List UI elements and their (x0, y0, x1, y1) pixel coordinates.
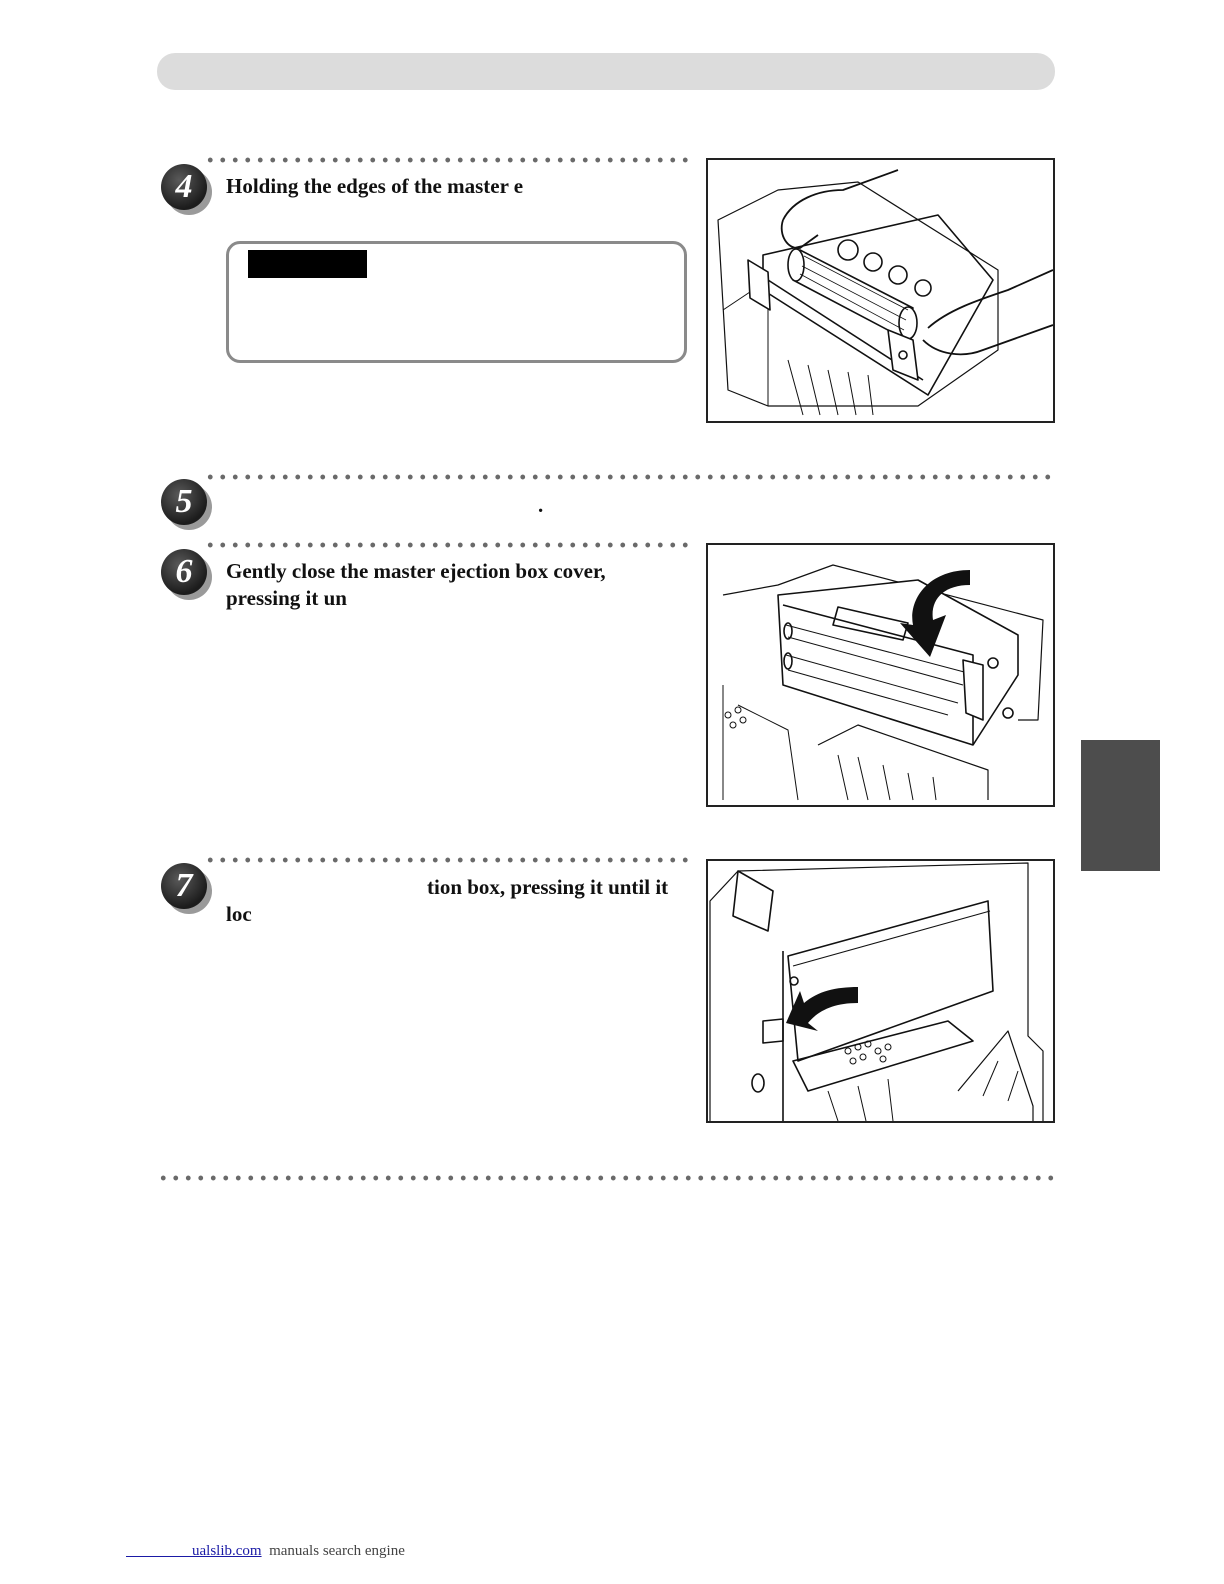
step-7-number: 7 (161, 863, 207, 909)
step-4-number: 4 (161, 164, 207, 210)
step-5-number: 5 (161, 479, 207, 525)
dotted-divider (204, 474, 1056, 480)
figure-step-4 (706, 158, 1055, 423)
dotted-divider (157, 1175, 1056, 1181)
step-7-text-line-2: loc (226, 902, 252, 926)
step-5-text: . (538, 493, 544, 517)
step-7-text-line-1: tion box, pressing it until it (427, 875, 669, 899)
dotted-divider (204, 542, 688, 548)
figure-step-7 (706, 859, 1055, 1123)
header-bar (157, 53, 1055, 90)
section-tab (1081, 740, 1160, 871)
closing-ejection-box-cover-illustration (708, 545, 1053, 805)
step-6-text-line-1: Gently close the master ejection box cover, (226, 559, 606, 583)
step-6-text-line-2: pressing it un (226, 586, 347, 610)
footer-link-underline (126, 1542, 192, 1557)
step-6-number: 6 (161, 549, 207, 595)
footer (126, 1542, 405, 1560)
step-4-text: Holding the edges of the master e (226, 174, 524, 198)
pushing-ejection-box-illustration (708, 861, 1053, 1121)
hands-holding-master-roll-illustration (708, 160, 1053, 421)
note-label-redacted (248, 250, 367, 278)
step-4-badge (161, 164, 207, 210)
step-6-badge (161, 549, 207, 595)
dotted-divider (204, 857, 688, 863)
step-7-badge (161, 863, 207, 909)
step-5-badge (161, 479, 207, 525)
footer-link[interactable]: ualslib.com (192, 1543, 262, 1559)
footer-tagline: manuals search engine (269, 1543, 405, 1559)
figure-step-6 (706, 543, 1055, 807)
dotted-divider (204, 157, 688, 163)
